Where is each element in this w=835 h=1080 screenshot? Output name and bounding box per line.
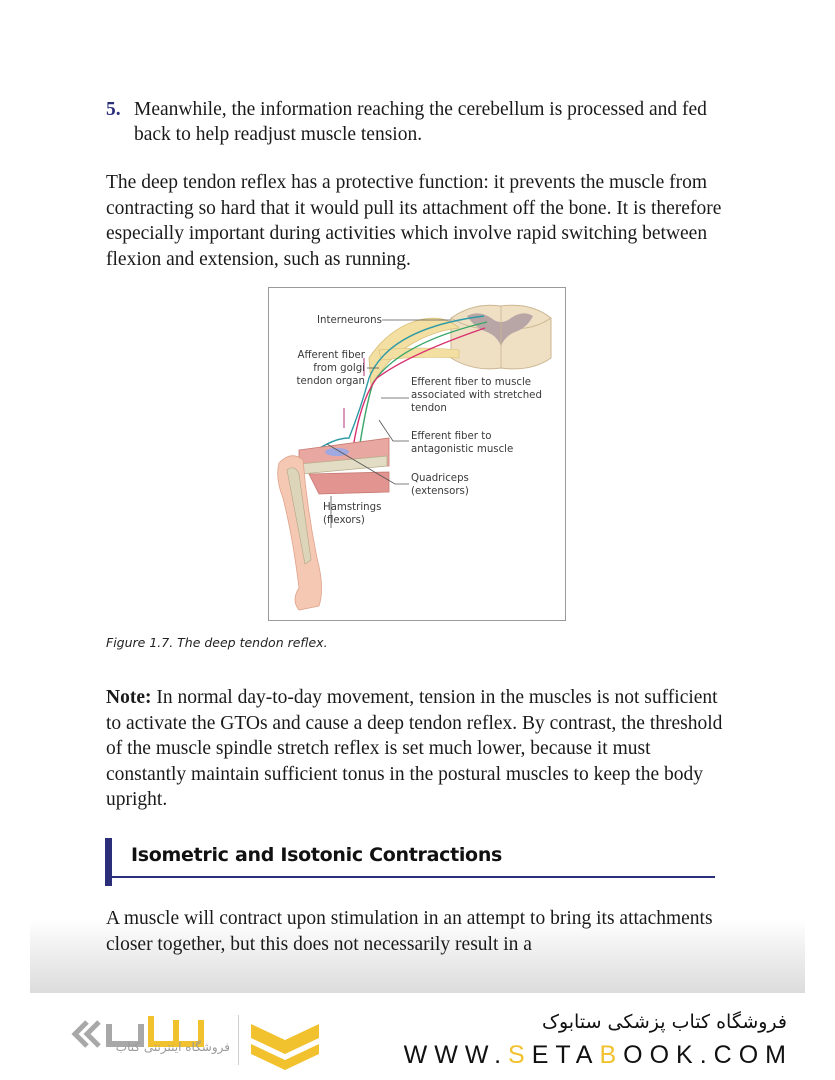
label-line: (flexors) (323, 515, 365, 526)
paragraph-note (106, 685, 726, 813)
label-line: associated with stretched (411, 390, 542, 401)
label-line: Efferent fiber to (411, 431, 492, 442)
heading-accent-bar (105, 838, 112, 886)
label-line: Hamstrings (323, 502, 382, 513)
label-efferent-antagonistic (411, 430, 513, 456)
label-efferent-stretched (411, 376, 542, 415)
figure-deep-tendon-reflex (268, 287, 566, 621)
logo-subtitle: فروشگاه اینترنتی کتاب (115, 1040, 230, 1054)
watermark-footer (0, 995, 835, 1080)
heading-rule (112, 876, 715, 878)
list-text: Meanwhile, the information reaching the cerebellum is processed and fed back to help readjust muscle tension. (134, 99, 707, 145)
list-number: 5. (106, 99, 121, 120)
label-line: from golgi (313, 363, 365, 374)
label-afferent-fiber (285, 349, 365, 388)
label-line: tendon organ (296, 376, 365, 387)
note-label: Note: (106, 687, 152, 708)
section-heading (105, 838, 715, 886)
paragraph-deep-tendon-reflex: The deep tendon reflex has a protective function: it prevents the muscle from contracting so hard that it would pull its attachment off the bone. It is therefore especially important during activities which involve rapid switching between flexion and extension, such as running. (106, 172, 722, 270)
url-part: ETA (531, 1041, 600, 1069)
label-interneurons: Interneurons (317, 315, 382, 326)
figure-caption: Figure 1.7. The deep tendon reflex. (106, 635, 328, 650)
url-part: OOK.COM (623, 1041, 793, 1069)
label-line: antagonistic muscle (411, 444, 514, 455)
store-name: فروشگاه کتاب پزشکی ستابوک (541, 1011, 787, 1033)
paragraph-contraction: A muscle will contract upon stimulation in an attempt to bring its attachments closer together, but this does not necessarily result in a (106, 908, 713, 955)
note-text: In normal day-to-day movement, tension in the muscles is not sufficient to activate the GTOs and cause a deep tendon reflex. By contrast, the threshold of the muscle spindle stretch reflex is set much lower, because it must constantly maintain sufficient tonus in the postural muscles to keep the body upright. (106, 687, 723, 810)
label-line: (extensors) (411, 486, 469, 497)
url-highlight: B (599, 1041, 624, 1069)
label-line: Efferent fiber to muscle (411, 377, 532, 388)
spinal-cord-illustration (451, 305, 551, 369)
numbered-list-item (106, 97, 726, 147)
section-title: Isometric and Isotonic Contractions (131, 844, 503, 866)
store-url[interactable] (404, 1041, 793, 1070)
label-line: Quadriceps (411, 473, 469, 484)
label-line: tendon (411, 403, 447, 414)
label-quadriceps (411, 472, 469, 498)
url-part: WWW. (403, 1041, 509, 1069)
url-highlight: S (508, 1041, 532, 1069)
label-line: Afferent fiber (297, 350, 365, 361)
label-hamstrings (323, 501, 381, 527)
logo-divider (238, 1015, 239, 1065)
